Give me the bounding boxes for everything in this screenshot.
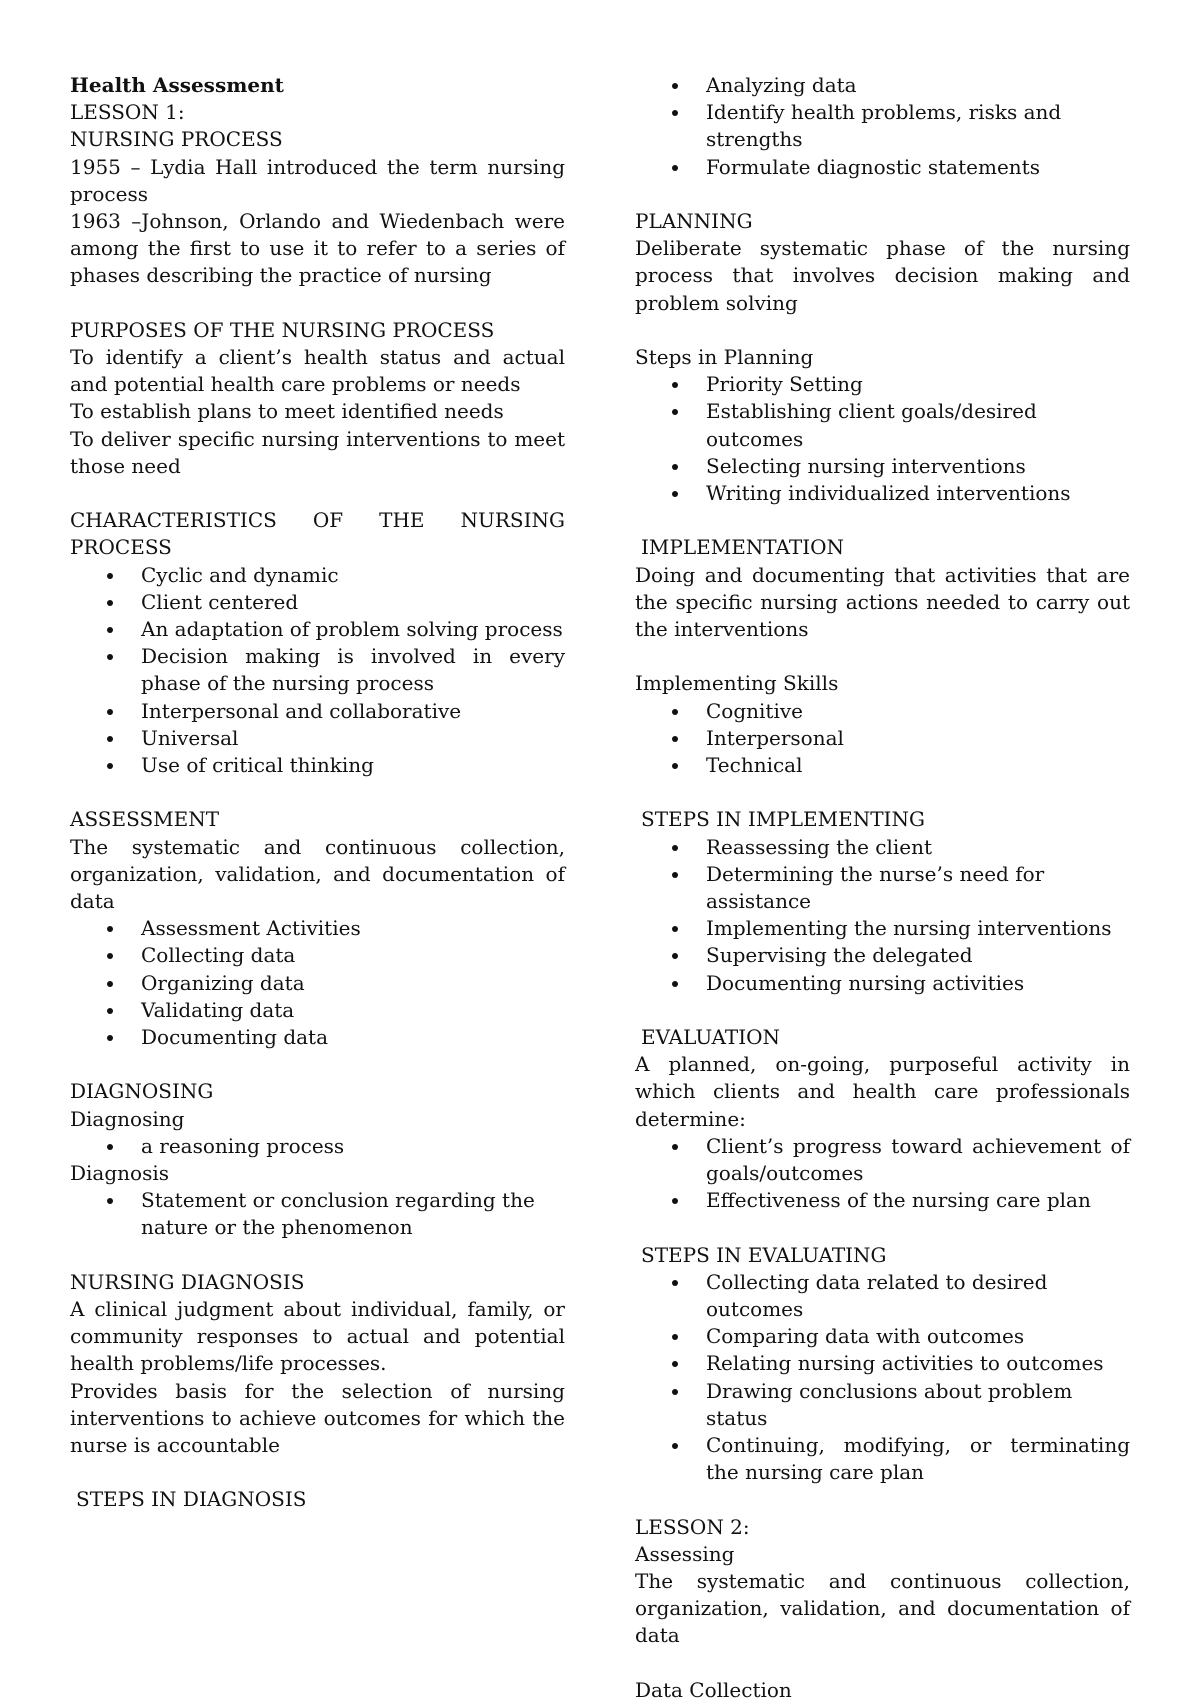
steps-in-diagnosis-heading: STEPS IN DIAGNOSIS	[76, 1487, 307, 1512]
list-item: Use of critical thinking	[141, 752, 565, 779]
evaluating-steps-list	[635, 1269, 1130, 1487]
list-item: Analyzing data	[706, 72, 1130, 99]
nursing-diagnosis-basis: Provides basis for the selection of nursing interventions to achieve outcomes for which the nurse is accountable	[70, 1378, 565, 1458]
left-column	[70, 72, 565, 1514]
steps-in-implementing-heading: STEPS IN IMPLEMENTING	[641, 807, 925, 832]
list-item: Documenting nursing activities	[706, 970, 1130, 997]
list-item: Identify health problems, risks and strengths	[706, 99, 1130, 153]
implementation-definition: Doing and documenting that activities that are the specific nursing actions needed to carry out the interventions	[635, 562, 1130, 642]
nursing-process-heading: NURSING PROCESS	[70, 127, 283, 152]
purpose-text: To deliver specific nursing interventions to meet those need	[70, 426, 565, 478]
list-item: Organizing data	[141, 970, 565, 997]
purpose-text: To identify a client’s health status and actual and potential health care problems or needs	[70, 345, 565, 397]
list-item: Selecting nursing interventions	[706, 453, 1130, 480]
list-item: Interpersonal	[706, 725, 1130, 752]
list-item: Collecting data	[141, 942, 565, 969]
list-item: Assessment Activities	[141, 915, 565, 942]
list-item: Interpersonal and collaborative	[141, 698, 565, 725]
evaluation-definition: A planned, on-going, purposeful activity in which clients and health care professionals determine:	[635, 1052, 1130, 1131]
list-item: Statement or conclusion regarding the nature or the phenomenon	[141, 1187, 565, 1241]
list-item: Client’s progress toward achievement of goals/outcomes	[706, 1133, 1130, 1187]
implementing-skills-label: Implementing Skills	[635, 671, 839, 696]
list-item: Formulate diagnostic statements	[706, 154, 1130, 181]
diagnosing-label: Diagnosing	[70, 1106, 185, 1131]
lesson-1-label: LESSON 1:	[70, 100, 185, 125]
steps-in-evaluating-heading: STEPS IN EVALUATING	[641, 1242, 887, 1267]
list-item: Determining the nurse’s need for assistance	[706, 861, 1130, 915]
diagnosis-label: Diagnosis	[70, 1161, 170, 1186]
steps-in-planning-label: Steps in Planning	[635, 345, 814, 369]
assessing-definition: The systematic and continuous collection, organization, validation, and documentation of data	[635, 1569, 1130, 1648]
list-item: Collecting data related to desired outcomes	[706, 1269, 1130, 1323]
data-collection-label: Data Collection	[635, 1677, 792, 1702]
characteristics-list	[70, 562, 565, 780]
evaluation-heading: EVALUATION	[641, 1025, 781, 1050]
list-item: Writing individualized interventions	[706, 480, 1130, 507]
implementation-heading: IMPLEMENTATION	[641, 535, 845, 560]
list-item: Cyclic and dynamic	[141, 562, 565, 589]
list-item: Reassessing the client	[706, 834, 1130, 861]
list-item: Decision making is involved in every phase of the nursing process	[141, 643, 565, 697]
characteristics-heading: CHARACTERISTICS OF THE NURSING PROCESS	[70, 508, 565, 560]
purposes-heading: PURPOSES OF THE NURSING PROCESS	[70, 317, 495, 342]
list-item: Effectiveness of the nursing care plan	[706, 1187, 1130, 1214]
diagnosis-list	[70, 1187, 565, 1241]
lesson-2-label: LESSON 2:	[635, 1514, 750, 1539]
diagnosing-heading: DIAGNOSING	[70, 1079, 214, 1104]
list-item: An adaptation of problem solving process	[141, 616, 565, 643]
right-column	[635, 72, 1130, 1704]
list-item: a reasoning process	[141, 1133, 565, 1160]
list-item: Priority Setting	[706, 371, 1130, 398]
list-item: Documenting data	[141, 1024, 565, 1051]
nursing-diagnosis-heading: NURSING DIAGNOSIS	[70, 1269, 305, 1294]
list-item: Comparing data with outcomes	[706, 1323, 1130, 1350]
document-title: Health Assessment	[70, 73, 284, 97]
list-item: Continuing, modifying, or terminating the nursing care plan	[706, 1432, 1130, 1486]
list-item: Drawing conclusions about problem status	[706, 1378, 1130, 1432]
implementing-steps-list	[635, 834, 1130, 997]
planning-heading: PLANNING	[635, 209, 753, 233]
evaluation-list	[635, 1133, 1130, 1215]
list-item: Supervising the delegated	[706, 942, 1130, 969]
hall-history-text: 1955 – Lydia Hall introduced the term nursing process	[70, 154, 565, 206]
diagnosing-list	[70, 1133, 565, 1160]
assessment-heading: ASSESSMENT	[70, 807, 220, 832]
list-item: Validating data	[141, 997, 565, 1024]
list-item: Establishing client goals/desired outcomes	[706, 398, 1130, 452]
implementing-skills-list	[635, 698, 1130, 780]
assessment-activities-list	[70, 915, 565, 1051]
list-item: Client centered	[141, 589, 565, 616]
list-item: Cognitive	[706, 698, 1130, 725]
planning-steps-list	[635, 371, 1130, 507]
list-item: Universal	[141, 725, 565, 752]
purpose-text: To establish plans to meet identified needs	[70, 399, 504, 424]
nursing-diagnosis-definition: A clinical judgment about individual, family, or community responses to actual and potential health problems/life processes.	[70, 1297, 565, 1376]
johnson-history-text: 1963 –Johnson, Orlando and Wiedenbach were among the first to use it to refer to a series of phases describing the practice of nursing	[70, 209, 565, 288]
list-item: Technical	[706, 752, 1130, 779]
planning-definition: Deliberate systematic phase of the nursing process that involves decision making and problem solving	[635, 236, 1130, 315]
assessment-definition: The systematic and continuous collection, organization, validation, and documentation of data	[70, 834, 565, 914]
assessing-label: Assessing	[635, 1541, 735, 1566]
diagnosis-steps-list	[635, 72, 1130, 181]
list-item: Implementing the nursing interventions	[706, 915, 1130, 942]
list-item: Relating nursing activities to outcomes	[706, 1350, 1130, 1377]
